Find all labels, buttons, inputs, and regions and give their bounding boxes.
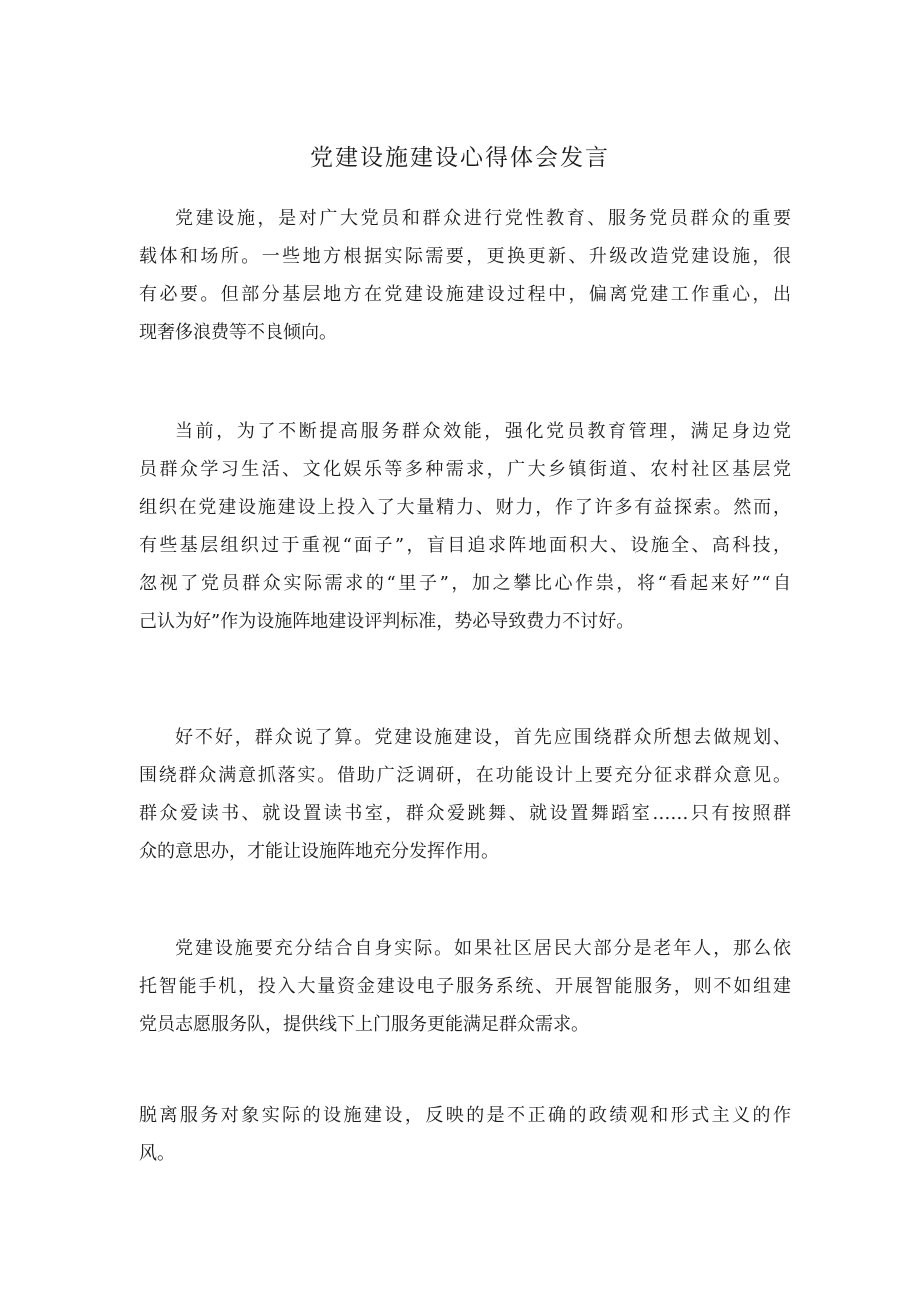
paragraph-line: 围绕群众满意抓落实。借助广泛调研，在功能设计上要充分征求群众意见。 xyxy=(139,765,791,786)
paragraph-line: 众的意思办，才能让设施阵地充分发挥作用。 xyxy=(139,841,499,862)
paragraph-1 xyxy=(139,200,791,352)
paragraph-line: 脱离服务对象实际的设施建设，反映的是不正确的政绩观和形式主义的作 xyxy=(139,1105,791,1126)
paragraph-line: 有些基层组织过于重视“面子”，盲目追求阵地面积大、设施全、高科技， xyxy=(139,535,791,556)
document-title: 党建设施建设心得体会发言 xyxy=(310,145,610,171)
paragraph-line: 群众爱读书、就设置读书室，群众爱跳舞、就设置舞蹈室……只有按照群 xyxy=(139,803,791,824)
paragraph-line: 当前，为了不断提高服务群众效能，强化党员教育管理，满足身边党 xyxy=(175,421,791,442)
paragraph-line: 好不好，群众说了算。党建设施建设，首先应围绕群众所想去做规划、 xyxy=(175,727,791,748)
paragraph-line: 己认为好”作为设施阵地建设评判标准，势必导致费力不讨好。 xyxy=(139,611,635,632)
paragraph-2 xyxy=(139,413,791,641)
paragraph-line: 员群众学习生活、文化娱乐等多种需求，广大乡镇街道、农村社区基层党 xyxy=(139,459,791,480)
paragraph-line: 党建设施要充分结合自身实际。如果社区居民大部分是老年人，那么依 xyxy=(175,938,791,959)
paragraph-line: 现奢侈浪费等不良倾向。 xyxy=(139,322,337,343)
paragraph-3 xyxy=(139,719,791,871)
paragraph-line: 风。 xyxy=(139,1143,175,1164)
paragraph-line: 党建设施，是对广大党员和群众进行党性教育、服务党员群众的重要 xyxy=(175,208,791,229)
paragraph-line: 忽视了党员群众实际需求的“里子”，加之攀比心作祟，将“看起来好”“自 xyxy=(139,573,791,594)
paragraph-line: 党员志愿服务队，提供线下上门服务更能满足群众需求。 xyxy=(139,1014,589,1035)
paragraph-line: 组织在党建设施建设上投入了大量精力、财力，作了许多有益探索。然而， xyxy=(139,497,791,518)
paragraph-5 xyxy=(139,1097,791,1173)
paragraph-line: 有必要。但部分基层地方在党建设施建设过程中，偏离党建工作重心，出 xyxy=(139,284,791,305)
paragraph-4 xyxy=(139,930,791,1044)
paragraph-line: 托智能手机，投入大量资金建设电子服务系统、开展智能服务，则不如组建 xyxy=(139,976,791,997)
paragraph-line: 载体和场所。一些地方根据实际需要，更换更新、升级改造党建设施，很 xyxy=(139,246,791,267)
